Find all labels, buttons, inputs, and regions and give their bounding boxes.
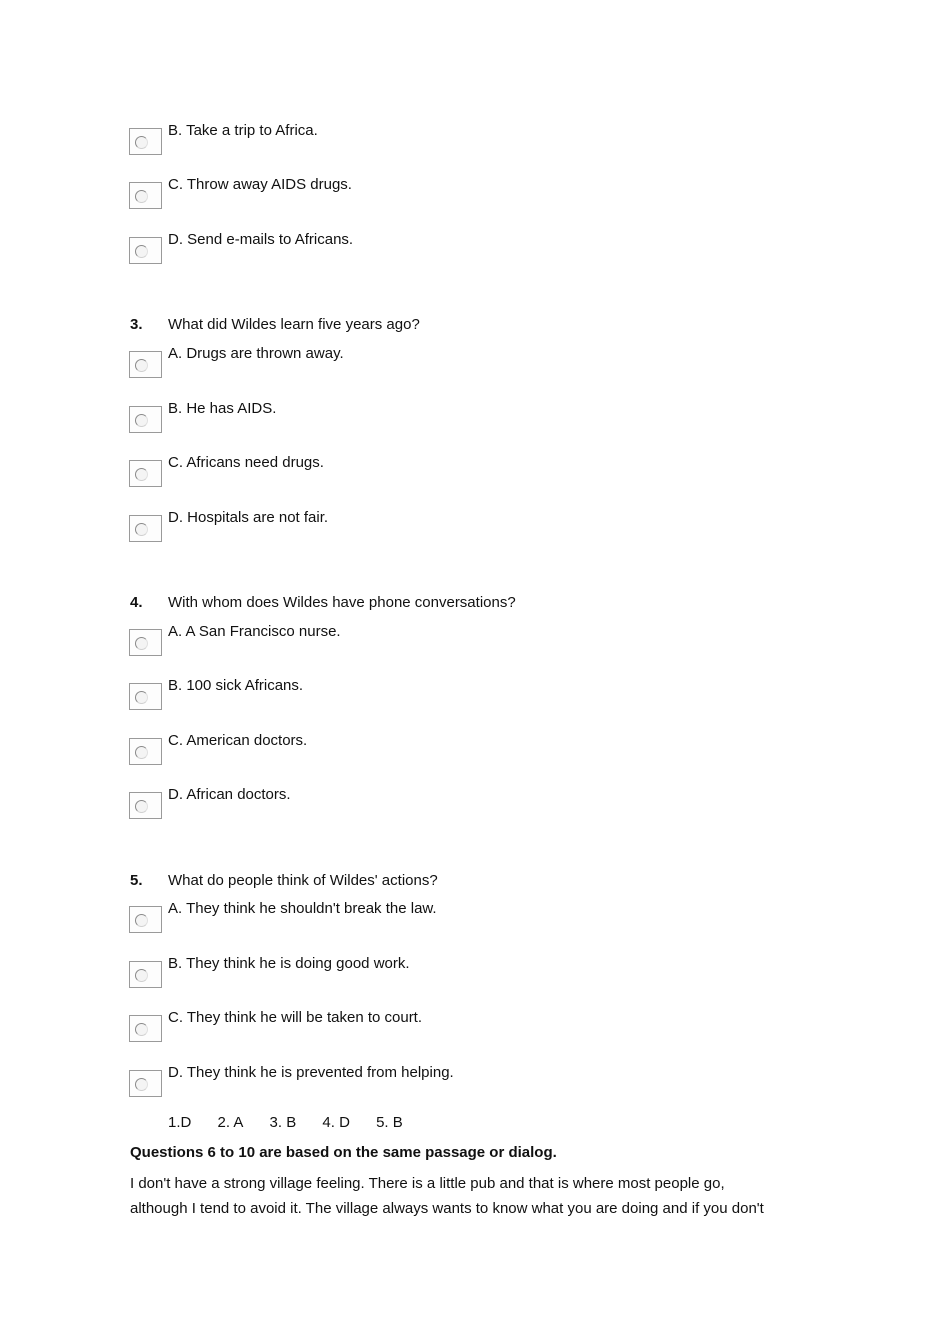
answer-1: 1.D (168, 1114, 192, 1131)
option-label: B. Take a trip to Africa. (168, 122, 318, 139)
question-3 (130, 316, 830, 336)
question-text: What do people think of Wildes' actions? (168, 872, 438, 889)
q3-option-d[interactable] (129, 509, 829, 545)
q4-option-b[interactable] (129, 677, 829, 713)
question-number: 5. (130, 872, 143, 889)
q2-option-d[interactable] (129, 231, 829, 267)
q4-option-d[interactable] (129, 786, 829, 822)
answer-5: 5. B (376, 1114, 403, 1131)
option-label: C. Africans need drugs. (168, 454, 324, 471)
question-number: 4. (130, 594, 143, 611)
option-label: A. A San Francisco nurse. (168, 623, 341, 640)
radio-button[interactable] (129, 1015, 162, 1042)
radio-button[interactable] (129, 182, 162, 209)
radio-button[interactable] (129, 460, 162, 487)
question-text: With whom does Wildes have phone conversations? (168, 594, 516, 611)
question-text: What did Wildes learn five years ago? (168, 316, 420, 333)
answer-2: 2. A (217, 1114, 244, 1131)
radio-button[interactable] (129, 406, 162, 433)
option-label: D. African doctors. (168, 786, 291, 803)
radio-button[interactable] (129, 906, 162, 933)
option-label: B. He has AIDS. (168, 400, 277, 417)
q5-option-b[interactable] (129, 955, 829, 991)
question-number: 3. (130, 316, 143, 333)
q3-option-a[interactable] (129, 345, 829, 381)
q5-option-c[interactable] (129, 1009, 829, 1045)
radio-button[interactable] (129, 961, 162, 988)
option-label: D. Hospitals are not fair. (168, 509, 329, 526)
q4-option-c[interactable] (129, 732, 829, 768)
radio-button[interactable] (129, 629, 162, 656)
answer-4: 4. D (322, 1114, 350, 1131)
option-label: D. Send e-mails to Africans. (168, 231, 354, 248)
option-label: B. 100 sick Africans. (168, 677, 304, 694)
q5-option-a[interactable] (129, 900, 829, 936)
option-label: D. They think he is prevented from helping. (168, 1064, 454, 1081)
radio-button[interactable] (129, 792, 162, 819)
radio-button[interactable] (129, 237, 162, 264)
option-label: A. Drugs are thrown away. (168, 345, 344, 362)
passage-line: I don't have a strong village feeling. There is a little pub and that is where most people go, (130, 1175, 725, 1192)
radio-button[interactable] (129, 515, 162, 542)
question-5 (130, 872, 830, 892)
option-label: C. American doctors. (168, 732, 308, 749)
section-heading: Questions 6 to 10 are based on the same passage or dialog. (130, 1144, 557, 1161)
answer-3: 3. B (269, 1114, 297, 1131)
option-label: C. Throw away AIDS drugs. (168, 176, 352, 193)
radio-button[interactable] (129, 683, 162, 710)
radio-button[interactable] (129, 351, 162, 378)
q5-option-d[interactable] (129, 1064, 829, 1100)
option-label: B. They think he is doing good work. (168, 955, 410, 972)
passage-line: although I tend to avoid it. The village always wants to know what you are doing and if you don't (130, 1200, 764, 1217)
q3-option-c[interactable] (129, 454, 829, 490)
q4-option-a[interactable] (129, 623, 829, 659)
radio-button[interactable] (129, 1070, 162, 1097)
option-label: A. They think he shouldn't break the law. (168, 900, 437, 917)
q2-option-c[interactable] (129, 176, 829, 212)
answer-key (168, 1114, 425, 1132)
question-4 (130, 594, 830, 614)
option-label: C. They think he will be taken to court. (168, 1009, 423, 1026)
q2-option-b[interactable] (129, 122, 829, 158)
radio-button[interactable] (129, 128, 162, 155)
passage (130, 1171, 820, 1221)
radio-button[interactable] (129, 738, 162, 765)
q3-option-b[interactable] (129, 400, 829, 436)
